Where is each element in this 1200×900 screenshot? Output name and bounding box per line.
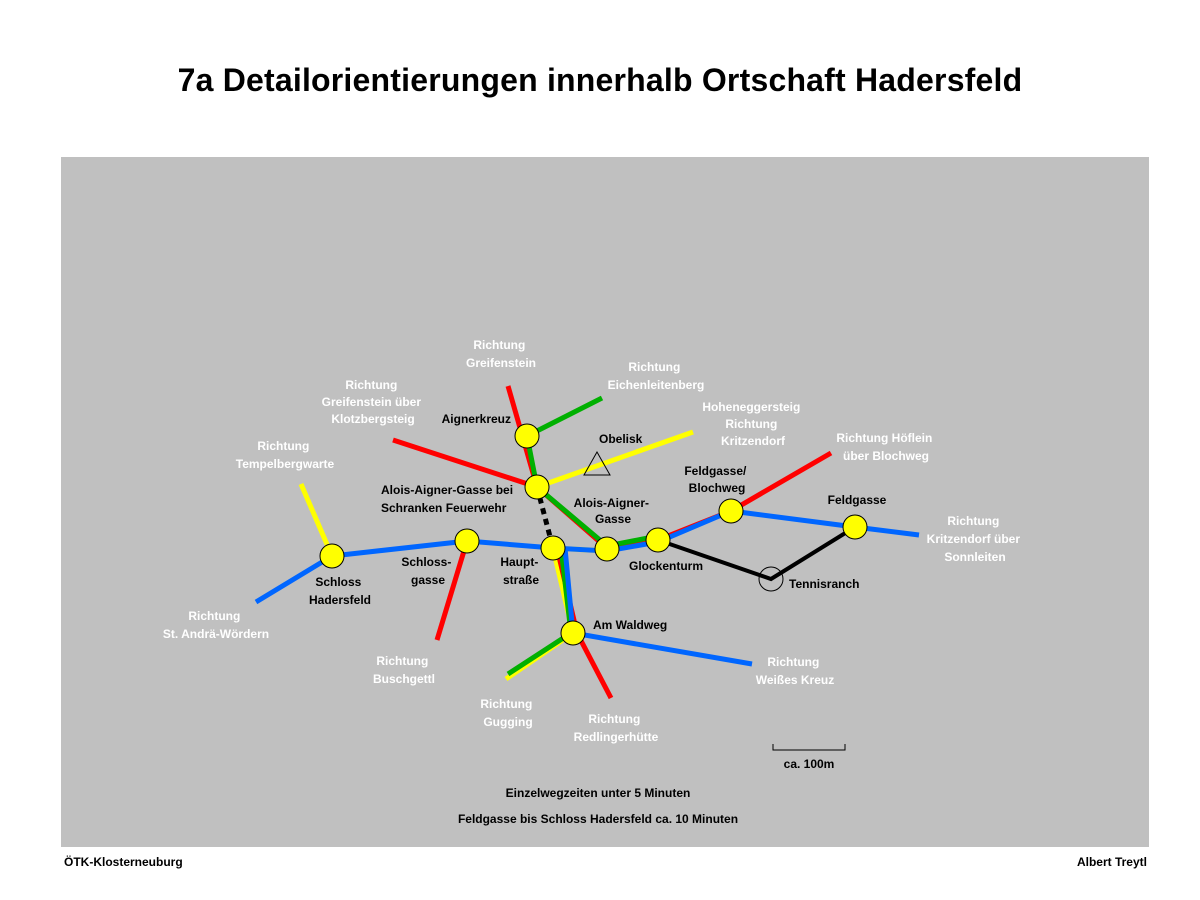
- scale-label: ca. 100m: [783, 757, 835, 771]
- label-obelisk: Obelisk: [599, 432, 643, 446]
- stop-feldgasse-blochweg[interactable]: [719, 499, 743, 523]
- label-line: Richtung: [376, 654, 429, 668]
- stop-alois-aigner-feuerwehr[interactable]: [525, 475, 549, 499]
- stop-am-waldweg[interactable]: [561, 621, 585, 645]
- label-line: Richtung: [188, 609, 241, 623]
- label-line: Weißes Kreuz: [755, 673, 835, 687]
- label-line: Richtung Höflein: [836, 431, 933, 445]
- note-feldgasse-schloss: Feldgasse bis Schloss Hadersfeld ca. 10 Minuten: [457, 812, 739, 826]
- label-line: Richtung: [480, 697, 533, 711]
- label-line: Klotzbergsteig: [331, 412, 415, 426]
- label-line: Richtung: [767, 655, 820, 669]
- label-line: Feldgasse/: [684, 464, 747, 478]
- label-am-waldweg: Am Waldweg: [593, 618, 668, 632]
- note-travel-times: Einzelwegzeiten unter 5 Minuten: [505, 786, 691, 800]
- label-glockenturm: Glockenturm: [628, 559, 704, 573]
- stop-glockenturm[interactable]: [646, 528, 670, 552]
- label-line: Gugging: [483, 715, 533, 729]
- label-line: Buschgettl: [372, 672, 436, 686]
- label-line: über Blochweg: [842, 449, 930, 463]
- label-line: Haupt-: [500, 555, 539, 569]
- label-line: St. Andrä-Wördern: [162, 627, 270, 641]
- label-line: Schloss-: [401, 555, 452, 569]
- label-aignerkreuz: Aignerkreuz: [441, 412, 511, 426]
- stop-alois-aigner-gasse[interactable]: [595, 537, 619, 561]
- label-line: Greifenstein: [465, 356, 537, 370]
- label-line: Eichenleitenberg: [607, 378, 705, 392]
- label-line: Richtung: [628, 360, 681, 374]
- label-line: straße: [502, 573, 540, 587]
- label-line: Hoheneggersteig: [702, 400, 801, 414]
- label-line: Schloss: [315, 575, 362, 589]
- label-line: Alois-Aigner-Gasse bei: [381, 483, 514, 497]
- label-line: Schranken Feuerwehr: [381, 501, 507, 515]
- label-line: Tempelbergwarte: [235, 457, 335, 471]
- label-line: Alois-Aigner-: [573, 496, 649, 510]
- label-line: Kritzendorf: [721, 434, 785, 448]
- page-title: 7a Detailorientierungen innerhalb Ortschaft Hadersfeld: [177, 62, 1023, 98]
- stop-schloss-hadersfeld[interactable]: [320, 544, 344, 568]
- footer-organization: ÖTK-Klosterneuburg: [64, 855, 183, 869]
- label-tennisranch: Tennisranch: [789, 577, 860, 591]
- stop-aignerkreuz[interactable]: [515, 424, 539, 448]
- label-line: Richtung: [947, 514, 1000, 528]
- label-line: Richtung: [588, 712, 641, 726]
- label-line: Richtung: [725, 417, 778, 431]
- label-line: Kritzendorf über: [926, 532, 1020, 546]
- label-line: Richtung: [473, 338, 526, 352]
- label-feldgasse: Feldgasse: [827, 493, 887, 507]
- stop-hauptstrasse[interactable]: [541, 536, 565, 560]
- label-line: Hadersfeld: [308, 593, 372, 607]
- label-line: Greifenstein über: [321, 395, 422, 409]
- label-line: Richtung: [257, 439, 310, 453]
- label-line: gasse: [410, 573, 446, 587]
- label-line: Redlingerhütte: [573, 730, 659, 744]
- stop-schlossgasse[interactable]: [455, 529, 479, 553]
- stop-feldgasse[interactable]: [843, 515, 867, 539]
- label-line: Blochweg: [688, 481, 746, 495]
- footer-author: Albert Treytl: [1076, 855, 1147, 869]
- label-line: Richtung: [345, 378, 398, 392]
- label-line: Gasse: [594, 512, 632, 526]
- label-line: Sonnleiten: [944, 550, 1006, 564]
